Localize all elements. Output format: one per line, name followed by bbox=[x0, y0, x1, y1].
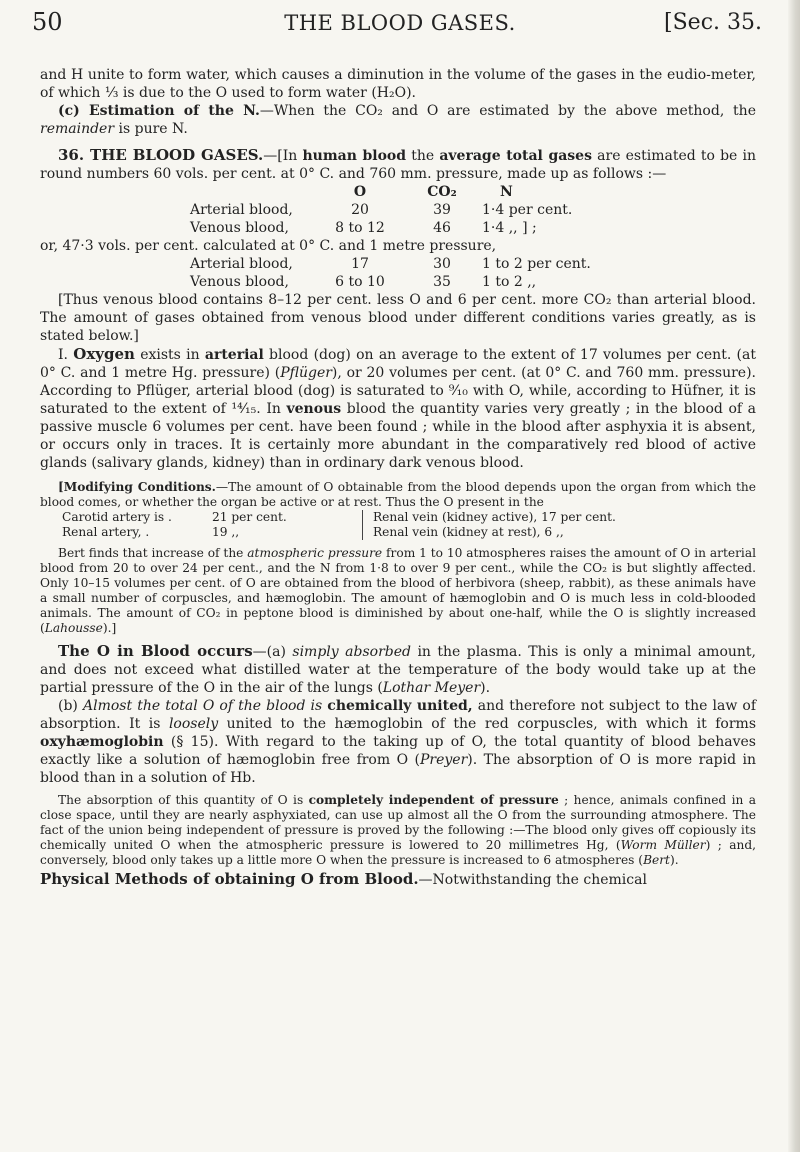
vein-column bbox=[362, 510, 616, 540]
body-text bbox=[40, 66, 756, 889]
table-row: Venous blood, 6 to 10 35 1 to 2 ,, bbox=[190, 274, 537, 290]
table-header-row: O CO₂ N bbox=[353, 184, 513, 200]
running-header bbox=[32, 8, 768, 38]
bert-paragraph: Bert finds that increase of the atmospheric pressure from 1 to 10 atmospheres raises the amount of O in arterial blood from 20 to over 24 per cent., and the N from 1·8 to over 9 per cent., while the CO₂ is but slightly affected. Only 10–15 volumes per cent. of O are obtained from the blood of herbivora (sheep, rabbit), as these animals have a small number of corpuscles, and hæmoglobin. The amount of hæmoglobin and O is much less in cold-blooded animals. The amount of CO₂ in peptone blood is diminished by about one-half, while the O is slightly increased (Lahousse).] bbox=[40, 546, 756, 635]
modifying-conditions-paragraph: [Modifying Conditions.—The amount of O obtainable from the blood depends upon the organ from which the blood comes, or whether the organ be active or at rest. Thus the O present in the bbox=[40, 480, 756, 509]
chemically-united-paragraph: (b) Almost the total O of the blood is chemically united, and therefore not subject to the law of absorption. It is loosely united to the hæmoglobin of the red corpuscles, with which it forms oxyhæmoglobin (§ 15). With regard to the taking up of O, the total quantity of blood behaves exactly like a solution of hæmoglobin free from O (Preyer). The absorption of O is more rapid in blood than in a solution of Hb. bbox=[40, 698, 757, 786]
section-heading: 36. THE BLOOD GASES. bbox=[58, 146, 264, 164]
list-item: Renal vein (kidney active), 17 per cent. bbox=[373, 510, 616, 524]
thus-paragraph: [Thus venous blood contains 8–12 per cent. less O and 6 per cent. more CO₂ than arterial blood. The amount of gases obtained from venous blood under different conditions varies greatly, as is stated below.] bbox=[40, 292, 756, 344]
oxygen-paragraph: I. Oxygen exists in arterial blood (dog) on an average to the extent of 17 volumes per cent. (at 0° C. and 1 metre Hg. pressure) (Pflüger), or 20 volumes per cent. (at 0° C. and 760 mm. pressure). According to Pflüger, arterial blood (dog) is saturated to ⁹⁄₁₀ with O, while, according to Hüfner, it is saturated to the extent of ¹⁴⁄₁₅. In venous blood the quantity varies very greatly ; in the blood of a passive muscle 6 volumes per cent. have been found ; while in the blood after asphyxia it is absent, or occurs only in traces. It is certainly more abundant in the comparatively red blood of active glands (salivary glands, kidney) than in ordinary dark venous blood. bbox=[40, 345, 757, 471]
page-number: 50 bbox=[32, 8, 63, 36]
o-in-blood-paragraph: The O in Blood occurs—(a) simply absorbed in the plasma. This is only a minimal amount, and does not exceed what distilled water at the temperature of the body would take up at the partial pressure of the O in the air of the lungs (Lothar Meyer). bbox=[40, 642, 756, 696]
table-row: Arterial blood, 20 39 1·4 per cent. bbox=[190, 202, 573, 218]
estimation-n-paragraph: (c) Estimation of the N.—When the CO₂ and O are estimated by the above method, the remainder is pure N. bbox=[40, 103, 756, 137]
absorption-paragraph: The absorption of this quantity of O is completely independent of pressure ; hence, animals confined in a close space, until they are nearly asphyxiated, can use up almost all the O from the surrounding atmosphere. The fact of the union being independent of pressure is proved by the following :—The blood only gives off copiously its chemically united O when the atmospheric pressure is lowered to 20 millimetres Hg, (Worm Müller) ; and, conversely, blood only takes up a little more O when the pressure is increased to 6 atmospheres (Bert). bbox=[40, 793, 757, 867]
gas-table-1m bbox=[190, 255, 601, 291]
renal-comparison bbox=[40, 510, 756, 540]
intro-paragraph: and H unite to form water, which causes a diminution in the volume of the gases in the eudio-meter, of which ⅓ is due to the O used to form water (H₂O). bbox=[40, 67, 756, 101]
list-item: Renal artery, . 19 ,, bbox=[62, 525, 240, 539]
physical-methods-line: Physical Methods of obtaining O from Blood.—Notwithstanding the chemical bbox=[40, 870, 647, 888]
or-line: or, 47·3 vols. per cent. calculated at 0° C. and 1 metre pressure, bbox=[40, 238, 497, 254]
table-row: Arterial blood, 17 30 1 to 2 per cent. bbox=[190, 256, 591, 272]
list-item: Renal vein (kidney at rest), 6 ,, bbox=[373, 525, 564, 539]
table-row: Venous blood, 8 to 12 46 1·4 ,, ] ; bbox=[190, 220, 537, 236]
page-edge bbox=[788, 0, 800, 1152]
artery-column bbox=[40, 510, 362, 540]
section-36-paragraph: 36. THE BLOOD GASES.—[In human blood the average total gases are estimated to be in round numbers 60 vols. per cent. at 0° C. and 760 mm. pressure, made up as follows :— bbox=[40, 146, 757, 182]
gas-table-760mm bbox=[190, 183, 582, 237]
list-item: Carotid artery is . 21 per cent. bbox=[62, 510, 287, 524]
page-title: THE BLOOD GASES. bbox=[284, 11, 516, 35]
section-marker: [Sec. 35. bbox=[664, 10, 762, 35]
